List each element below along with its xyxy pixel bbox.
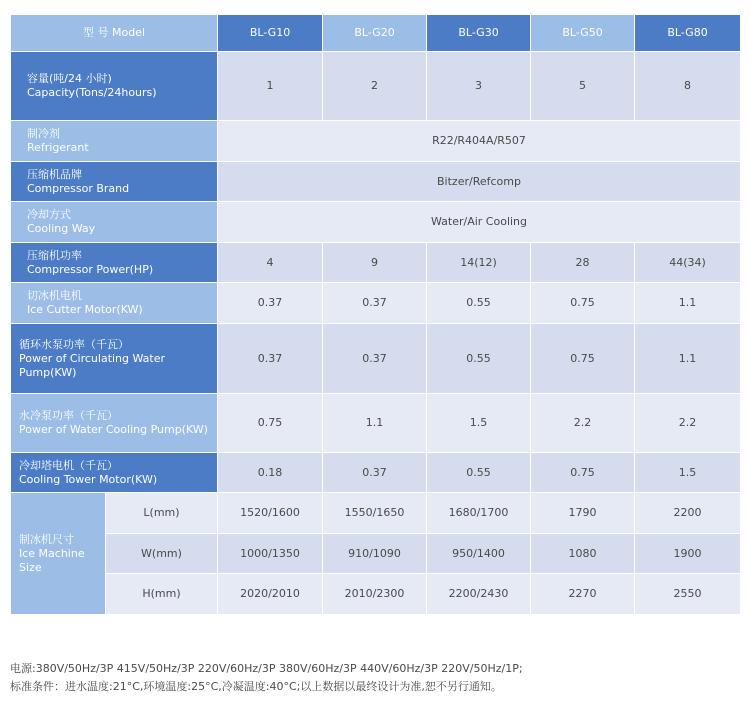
refrigerant-label bbox=[11, 121, 218, 162]
compressor-power-label bbox=[11, 243, 218, 283]
water-cooling-pump-label-cn: 水冷泵功率（千瓦） bbox=[19, 409, 118, 422]
capacity-value: 5 bbox=[531, 52, 635, 121]
size-dim-label: W(mm) bbox=[106, 534, 218, 574]
size-value: 910/1090 bbox=[323, 534, 427, 574]
size-row-h bbox=[11, 574, 741, 615]
circulating-pump-value: 0.37 bbox=[218, 324, 323, 394]
size-value: 2010/2300 bbox=[323, 574, 427, 615]
ice-cutter-label-cn: 切冰机电机 bbox=[27, 289, 82, 302]
model-g30: BL-G30 bbox=[427, 15, 531, 52]
spec-table bbox=[10, 14, 741, 615]
size-label-cn: 制冰机尺寸 bbox=[19, 532, 74, 546]
cooling-way-row bbox=[11, 202, 741, 243]
circulating-pump-row bbox=[11, 324, 741, 394]
footnotes bbox=[10, 660, 523, 696]
water-cooling-pump-value: 2.2 bbox=[531, 394, 635, 453]
water-cooling-pump-label bbox=[11, 394, 218, 453]
ice-cutter-row bbox=[11, 283, 741, 324]
compressor-brand-row bbox=[11, 162, 741, 202]
refrigerant-value: R22/R404A/R507 bbox=[218, 121, 741, 162]
water-cooling-pump-value: 1.5 bbox=[427, 394, 531, 453]
circulating-pump-label-en: Power of Circulating Water Pump(KW) bbox=[19, 351, 166, 379]
size-value: 2270 bbox=[531, 574, 635, 615]
compressor-power-value: 44(34) bbox=[635, 243, 741, 283]
refrigerant-row bbox=[11, 121, 741, 162]
cooling-tower-value: 0.18 bbox=[218, 453, 323, 493]
refrigerant-label-cn: 制冷剂 bbox=[27, 127, 60, 140]
cooling-way-label-en: Cooling Way bbox=[27, 222, 96, 235]
circulating-pump-value: 0.37 bbox=[323, 324, 427, 394]
compressor-brand-label-en: Compressor Brand bbox=[27, 181, 130, 195]
size-value: 2200 bbox=[635, 493, 741, 534]
size-dim-label: L(mm) bbox=[106, 493, 218, 534]
size-value: 1900 bbox=[635, 534, 741, 574]
water-cooling-pump-value: 1.1 bbox=[323, 394, 427, 453]
size-value: 2550 bbox=[635, 574, 741, 615]
ice-cutter-value: 0.55 bbox=[427, 283, 531, 324]
ice-cutter-value: 1.1 bbox=[635, 283, 741, 324]
compressor-brand-label bbox=[11, 162, 218, 202]
cooling-tower-value: 0.75 bbox=[531, 453, 635, 493]
capacity-label bbox=[11, 52, 218, 121]
ice-cutter-value: 0.37 bbox=[323, 283, 427, 324]
cooling-tower-value: 0.37 bbox=[323, 453, 427, 493]
compressor-brand-label-cn: 压缩机品牌 bbox=[27, 167, 82, 181]
circulating-pump-label bbox=[11, 324, 218, 394]
size-value: 2200/2430 bbox=[427, 574, 531, 615]
circulating-pump-value: 1.1 bbox=[635, 324, 741, 394]
model-g80: BL-G80 bbox=[635, 15, 741, 52]
size-value: 1080 bbox=[531, 534, 635, 574]
size-value: 1520/1600 bbox=[218, 493, 323, 534]
cooling-tower-label bbox=[11, 453, 218, 493]
size-label-en: Ice Machine Size bbox=[19, 546, 85, 574]
size-row-w bbox=[11, 534, 741, 574]
size-dim-label: H(mm) bbox=[106, 574, 218, 615]
capacity-row bbox=[11, 52, 741, 121]
cooling-tower-row bbox=[11, 453, 741, 493]
cooling-way-label-cn: 冷却方式 bbox=[27, 208, 71, 221]
size-value: 1550/1650 bbox=[323, 493, 427, 534]
water-cooling-pump-value: 2.2 bbox=[635, 394, 741, 453]
model-g50: BL-G50 bbox=[531, 15, 635, 52]
size-row-l bbox=[11, 493, 741, 534]
ice-cutter-label-en: Ice Cutter Motor(KW) bbox=[27, 303, 143, 316]
cooling-tower-value: 0.55 bbox=[427, 453, 531, 493]
size-label bbox=[11, 493, 106, 615]
water-cooling-pump-label-en: Power of Water Cooling Pump(KW) bbox=[19, 423, 208, 436]
compressor-power-value: 14(12) bbox=[427, 243, 531, 283]
header-row bbox=[11, 15, 741, 52]
capacity-value: 2 bbox=[323, 52, 427, 121]
circulating-pump-value: 0.55 bbox=[427, 324, 531, 394]
compressor-power-value: 4 bbox=[218, 243, 323, 283]
compressor-power-label-en: Compressor Power(HP) bbox=[27, 262, 154, 276]
compressor-power-value: 9 bbox=[323, 243, 427, 283]
model-g20: BL-G20 bbox=[323, 15, 427, 52]
standard-conditions-note: 标准条件：进水温度:21°C,环境温度:25°C,冷凝温度:40°C;以上数据以最终设计为准,恕不另行通知。 bbox=[10, 680, 502, 693]
model-header-label: 型 号 Model bbox=[11, 15, 218, 52]
compressor-power-row bbox=[11, 243, 741, 283]
refrigerant-label-en: Refrigerant bbox=[27, 141, 89, 154]
compressor-power-value: 28 bbox=[531, 243, 635, 283]
water-cooling-pump-value: 0.75 bbox=[218, 394, 323, 453]
size-value: 1000/1350 bbox=[218, 534, 323, 574]
compressor-brand-value: Bitzer/Refcomp bbox=[218, 162, 741, 202]
cooling-tower-label-en: Cooling Tower Motor(KW) bbox=[19, 472, 158, 486]
size-value: 950/1400 bbox=[427, 534, 531, 574]
circulating-pump-label-cn: 循环水泵功率（千瓦） bbox=[19, 337, 129, 351]
cooling-tower-value: 1.5 bbox=[635, 453, 741, 493]
power-supply-note: 电源:380V/50Hz/3P 415V/50Hz/3P 220V/60Hz/3P 380V/60Hz/3P 440V/60Hz/3P 220V/50Hz/1P; bbox=[10, 662, 523, 675]
compressor-power-label-cn: 压缩机功率 bbox=[27, 248, 82, 262]
ice-cutter-value: 0.37 bbox=[218, 283, 323, 324]
cooling-way-label bbox=[11, 202, 218, 243]
cooling-tower-label-cn: 冷却塔电机（千瓦） bbox=[19, 458, 118, 472]
capacity-value: 8 bbox=[635, 52, 741, 121]
circulating-pump-value: 0.75 bbox=[531, 324, 635, 394]
capacity-label-en: Capacity(Tons/24hours) bbox=[27, 86, 157, 99]
ice-cutter-value: 0.75 bbox=[531, 283, 635, 324]
size-value: 1680/1700 bbox=[427, 493, 531, 534]
cooling-way-value: Water/Air Cooling bbox=[218, 202, 741, 243]
water-cooling-pump-row bbox=[11, 394, 741, 453]
ice-cutter-label bbox=[11, 283, 218, 324]
size-value: 1790 bbox=[531, 493, 635, 534]
capacity-value: 3 bbox=[427, 52, 531, 121]
size-value: 2020/2010 bbox=[218, 574, 323, 615]
capacity-value: 1 bbox=[218, 52, 323, 121]
model-g10: BL-G10 bbox=[218, 15, 323, 52]
capacity-label-cn: 容量(吨/24 小时) bbox=[27, 72, 112, 85]
